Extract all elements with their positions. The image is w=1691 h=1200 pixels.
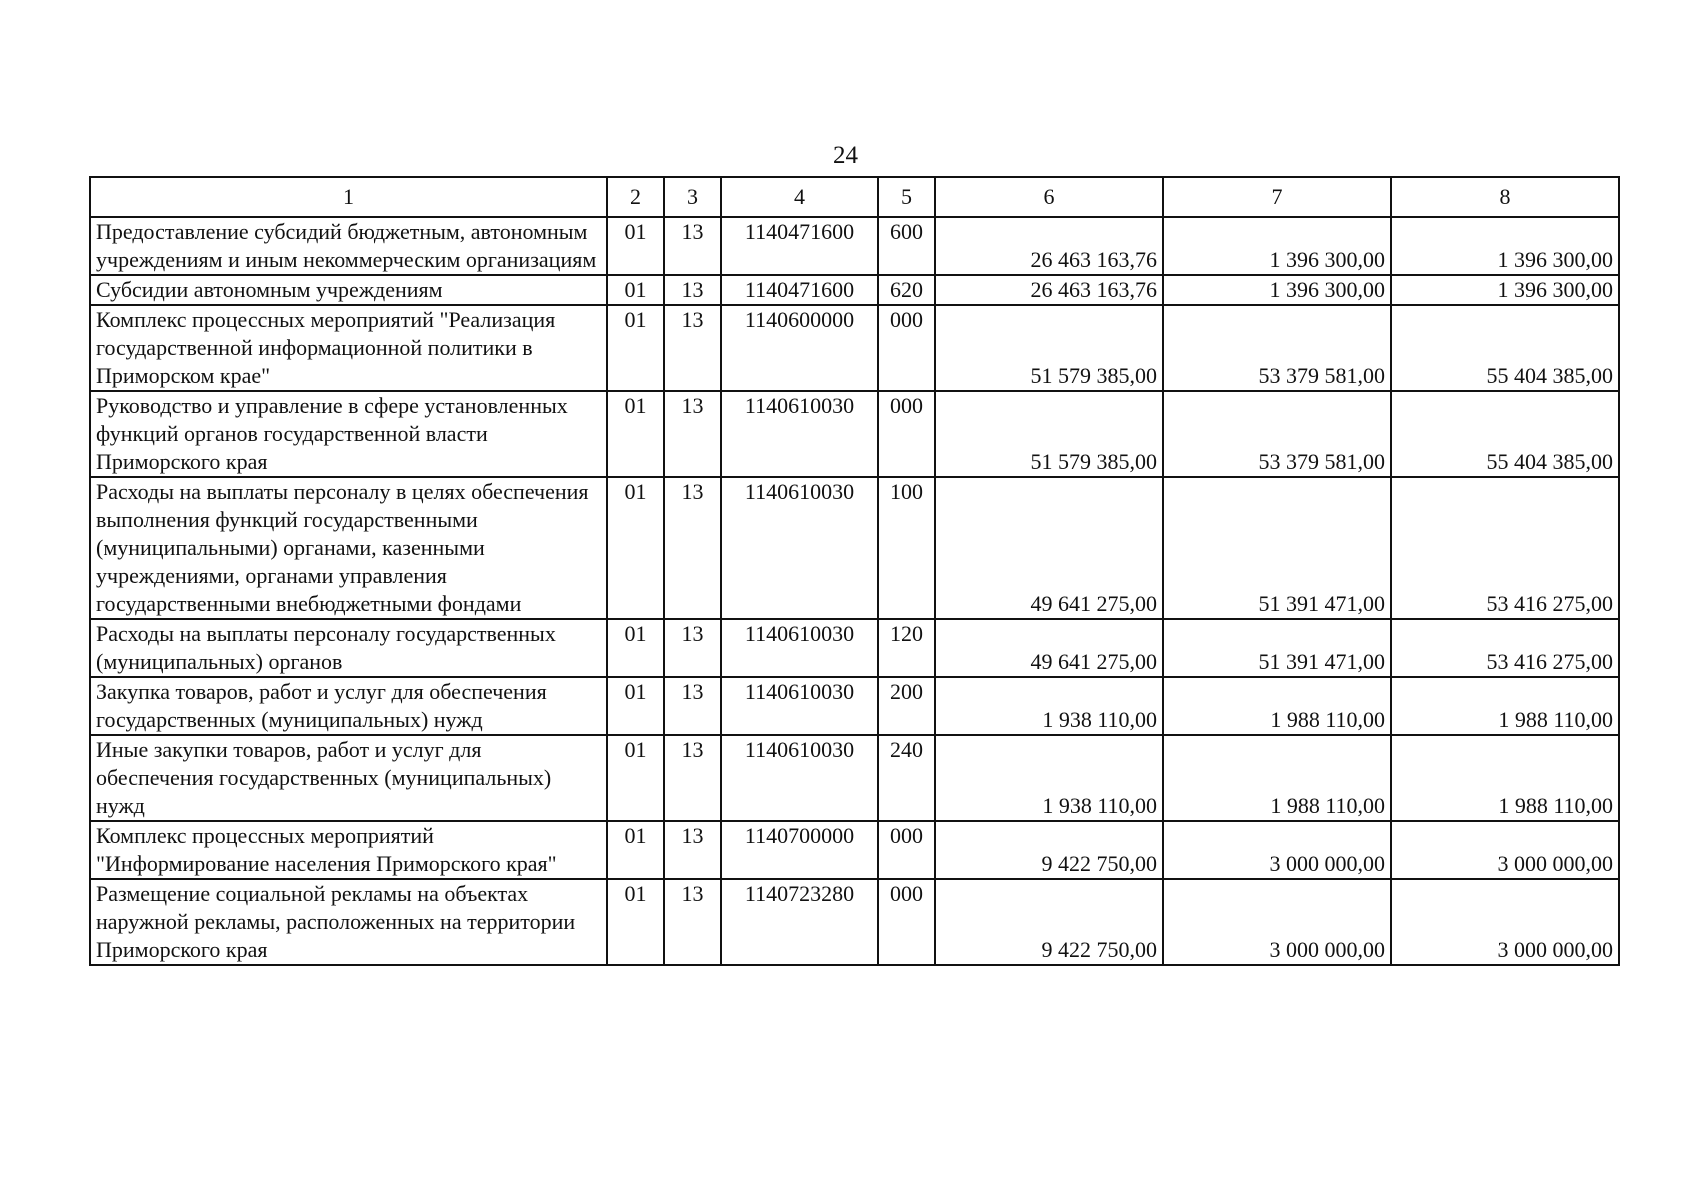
target-article-cell: 1140610030 [721, 677, 878, 735]
page-number: 24 [833, 142, 858, 169]
amount-col6-cell: 51 579 385,00 [935, 305, 1163, 391]
amount-col7-cell: 53 379 581,00 [1163, 305, 1391, 391]
amount-col8-cell: 53 416 275,00 [1391, 619, 1619, 677]
expense-type-cell: 600 [878, 217, 935, 275]
expense-name-cell: Субсидии автономным учреждениям [90, 275, 607, 305]
amount-col7-cell: 51 391 471,00 [1163, 477, 1391, 619]
expense-name-cell: Расходы на выплаты персоналу государственных (муниципальных) органов [90, 619, 607, 677]
column-header: 8 [1391, 177, 1619, 217]
amount-col8-cell: 53 416 275,00 [1391, 477, 1619, 619]
amount-col7-cell: 1 988 110,00 [1163, 735, 1391, 821]
expense-name-cell: Расходы на выплаты персоналу в целях обеспечения выполнения функций государственными (муниципальными) органами, казенными учреждениями, органами управления государственными внебюджетными фондами [90, 477, 607, 619]
section-code-cell: 01 [607, 217, 664, 275]
column-header: 6 [935, 177, 1163, 217]
subsection-code-cell: 13 [664, 275, 721, 305]
amount-col6-cell: 49 641 275,00 [935, 619, 1163, 677]
amount-col6-cell: 49 641 275,00 [935, 477, 1163, 619]
amount-col6-cell: 9 422 750,00 [935, 821, 1163, 879]
column-header: 3 [664, 177, 721, 217]
expense-name-cell: Закупка товаров, работ и услуг для обеспечения государственных (муниципальных) нужд [90, 677, 607, 735]
section-code-cell: 01 [607, 275, 664, 305]
target-article-cell: 1140610030 [721, 619, 878, 677]
amount-col6-cell: 1 938 110,00 [935, 677, 1163, 735]
table-row [90, 305, 1619, 391]
expense-type-cell: 000 [878, 391, 935, 477]
expense-name-cell: Комплекс процессных мероприятий "Реализация государственной информационной политики в Приморском крае" [90, 305, 607, 391]
target-article-cell: 1140471600 [721, 275, 878, 305]
expense-name-cell: Размещение социальной рекламы на объектах наружной рекламы, расположенных на территории Приморского края [90, 879, 607, 965]
section-code-cell: 01 [607, 879, 664, 965]
expense-name-cell: Иные закупки товаров, работ и услуг для обеспечения государственных (муниципальных) нужд [90, 735, 607, 821]
target-article-cell: 1140610030 [721, 477, 878, 619]
amount-col7-cell: 3 000 000,00 [1163, 879, 1391, 965]
expense-type-cell: 000 [878, 305, 935, 391]
expense-type-cell: 000 [878, 879, 935, 965]
expense-type-cell: 100 [878, 477, 935, 619]
amount-col7-cell: 1 396 300,00 [1163, 275, 1391, 305]
table-row [90, 879, 1619, 965]
expense-type-cell: 200 [878, 677, 935, 735]
amount-col7-cell: 51 391 471,00 [1163, 619, 1391, 677]
amount-col8-cell: 1 988 110,00 [1391, 677, 1619, 735]
expense-name-cell: Предоставление субсидий бюджетным, автономным учреждениям и иным некоммерческим организациям [90, 217, 607, 275]
amount-col8-cell: 3 000 000,00 [1391, 879, 1619, 965]
section-code-cell: 01 [607, 391, 664, 477]
subsection-code-cell: 13 [664, 677, 721, 735]
amount-col7-cell: 53 379 581,00 [1163, 391, 1391, 477]
amount-col6-cell: 9 422 750,00 [935, 879, 1163, 965]
amount-col7-cell: 3 000 000,00 [1163, 821, 1391, 879]
target-article-cell: 1140700000 [721, 821, 878, 879]
expense-type-cell: 240 [878, 735, 935, 821]
amount-col7-cell: 1 396 300,00 [1163, 217, 1391, 275]
target-article-cell: 1140723280 [721, 879, 878, 965]
table-header-row [90, 177, 1619, 217]
amount-col8-cell: 1 988 110,00 [1391, 735, 1619, 821]
table-row [90, 735, 1619, 821]
subsection-code-cell: 13 [664, 735, 721, 821]
amount-col6-cell: 26 463 163,76 [935, 275, 1163, 305]
table-row [90, 391, 1619, 477]
table-row [90, 821, 1619, 879]
target-article-cell: 1140471600 [721, 217, 878, 275]
amount-col8-cell: 55 404 385,00 [1391, 305, 1619, 391]
amount-col6-cell: 26 463 163,76 [935, 217, 1163, 275]
amount-col8-cell: 3 000 000,00 [1391, 821, 1619, 879]
amount-col8-cell: 55 404 385,00 [1391, 391, 1619, 477]
subsection-code-cell: 13 [664, 217, 721, 275]
section-code-cell: 01 [607, 619, 664, 677]
expense-name-cell: Комплекс процессных мероприятий "Информирование населения Приморского края" [90, 821, 607, 879]
section-code-cell: 01 [607, 305, 664, 391]
section-code-cell: 01 [607, 821, 664, 879]
amount-col8-cell: 1 396 300,00 [1391, 217, 1619, 275]
amount-col8-cell: 1 396 300,00 [1391, 275, 1619, 305]
section-code-cell: 01 [607, 735, 664, 821]
expense-type-cell: 120 [878, 619, 935, 677]
subsection-code-cell: 13 [664, 619, 721, 677]
subsection-code-cell: 13 [664, 821, 721, 879]
column-header: 7 [1163, 177, 1391, 217]
expense-name-cell: Руководство и управление в сфере установленных функций органов государственной власти Приморского края [90, 391, 607, 477]
column-header: 5 [878, 177, 935, 217]
amount-col7-cell: 1 988 110,00 [1163, 677, 1391, 735]
expense-type-cell: 620 [878, 275, 935, 305]
table-row [90, 619, 1619, 677]
subsection-code-cell: 13 [664, 305, 721, 391]
subsection-code-cell: 13 [664, 879, 721, 965]
section-code-cell: 01 [607, 477, 664, 619]
table-row [90, 477, 1619, 619]
expense-type-cell: 000 [878, 821, 935, 879]
table-row [90, 677, 1619, 735]
subsection-code-cell: 13 [664, 477, 721, 619]
column-header: 4 [721, 177, 878, 217]
column-header: 2 [607, 177, 664, 217]
target-article-cell: 1140610030 [721, 735, 878, 821]
column-header: 1 [90, 177, 607, 217]
amount-col6-cell: 51 579 385,00 [935, 391, 1163, 477]
target-article-cell: 1140600000 [721, 305, 878, 391]
subsection-code-cell: 13 [664, 391, 721, 477]
budget-table [89, 176, 1620, 966]
table-row [90, 275, 1619, 305]
amount-col6-cell: 1 938 110,00 [935, 735, 1163, 821]
table-row [90, 217, 1619, 275]
section-code-cell: 01 [607, 677, 664, 735]
target-article-cell: 1140610030 [721, 391, 878, 477]
